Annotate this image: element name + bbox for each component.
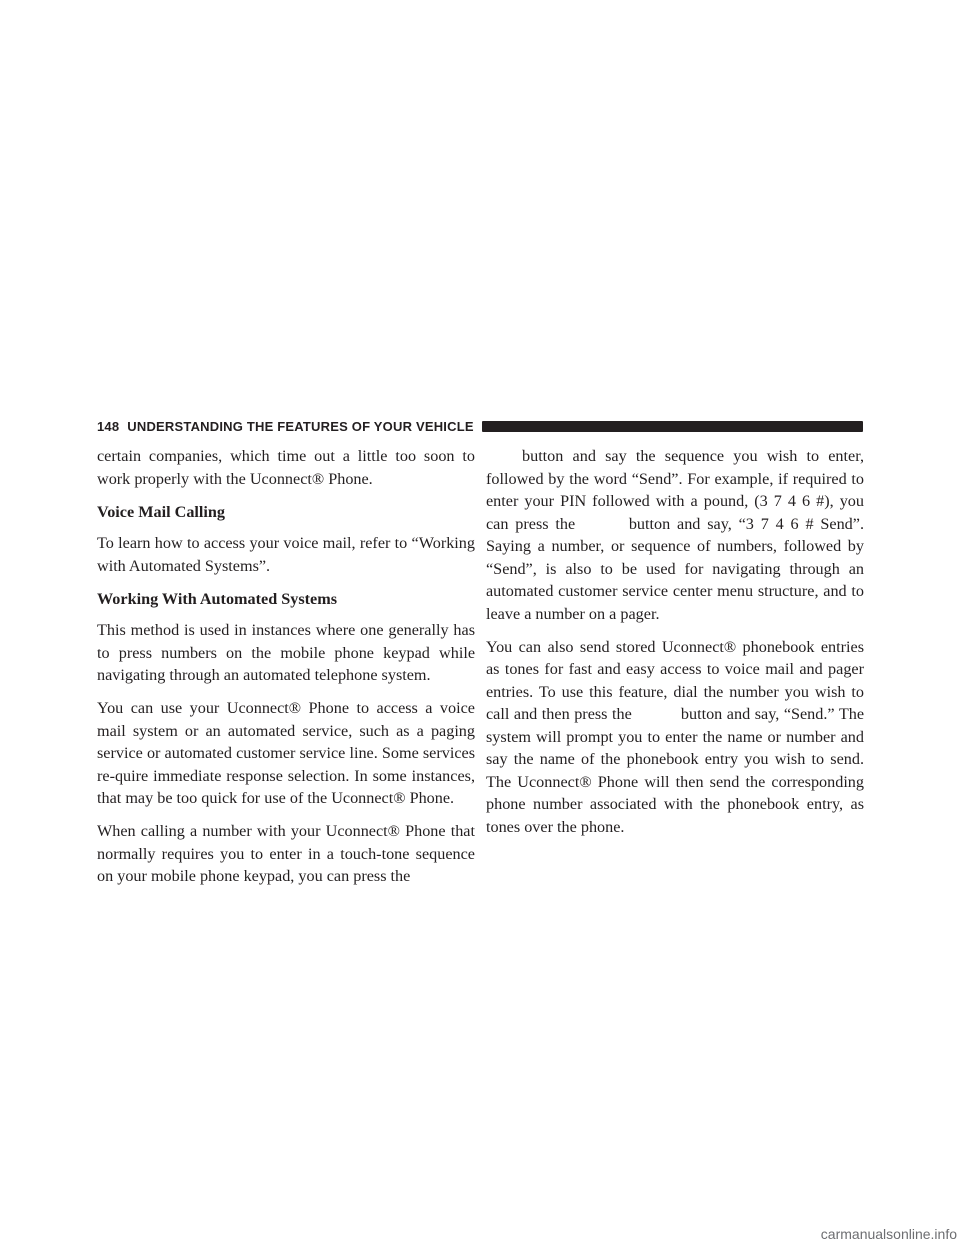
section-heading-automated-systems: Working With Automated Systems — [97, 589, 337, 608]
paragraph: When calling a number with your Uconnect® Phone that normally requires you to enter in a touch-tone sequence on your mobile phone keypad, you can press the — [97, 822, 475, 885]
phone-button-icon — [636, 706, 676, 720]
paragraph: To learn how to access your voice mail, refer to “Working with Automated Systems”. — [97, 534, 475, 575]
paragraph: This method is used in instances where one generally has to press numbers on the mobile phone keypad while navigating through an automated telephone system. — [97, 621, 475, 684]
paragraph: certain companies, which time out a little too soon to work properly with the Uconnect® Phone. — [97, 447, 475, 488]
section-heading-voice-mail: Voice Mail Calling — [97, 502, 225, 521]
watermark: carmanualsonline.info — [820, 1226, 957, 1242]
paragraph — [486, 445, 864, 625]
chapter-title: UNDERSTANDING THE FEATURES OF YOUR VEHICLE — [127, 418, 474, 434]
right-column — [486, 445, 864, 849]
paragraph: You can use your Uconnect® Phone to access a voice mail system or an automated service, such as a paging service or automated customer service line. Some services re-quire immediate response selection. In some instances, that may be too quick for use of the Uconnect® Phone. — [97, 699, 475, 807]
paragraph-text: button and say, “3 7 4 6 # Send”. Saying a number, or sequence of numbers, followed by “Send”, is also to be used for navigating through an automated customer service center menu structure, and to leave a number on a pager. — [486, 514, 865, 623]
header-rule — [482, 421, 863, 432]
paragraph-text: button and say the sequence you wish to enter, followed by the word “Send”. For example, if required to enter your PIN followed with a pound, (3 7 4 6 #), you can press the — [486, 447, 864, 533]
paragraph — [486, 636, 864, 839]
paragraph-text: You can also send stored Uconnect® phonebook entries as tones for fast and easy access to voice mail and pager entries. To use this feature, dial the number you wish to call and then press the — [486, 637, 864, 723]
page-number: 148 — [97, 418, 120, 434]
page-header — [97, 416, 863, 436]
left-column — [97, 445, 475, 898]
phone-button-icon — [582, 516, 622, 530]
paragraph-text: button and say, “Send.” The system will prompt you to enter the name or number and say the name of the phonebook entry you wish to send. The Uconnect® Phone will then send the corresponding phone number associated with the phonebook entry, as tones over the phone. — [486, 705, 865, 836]
